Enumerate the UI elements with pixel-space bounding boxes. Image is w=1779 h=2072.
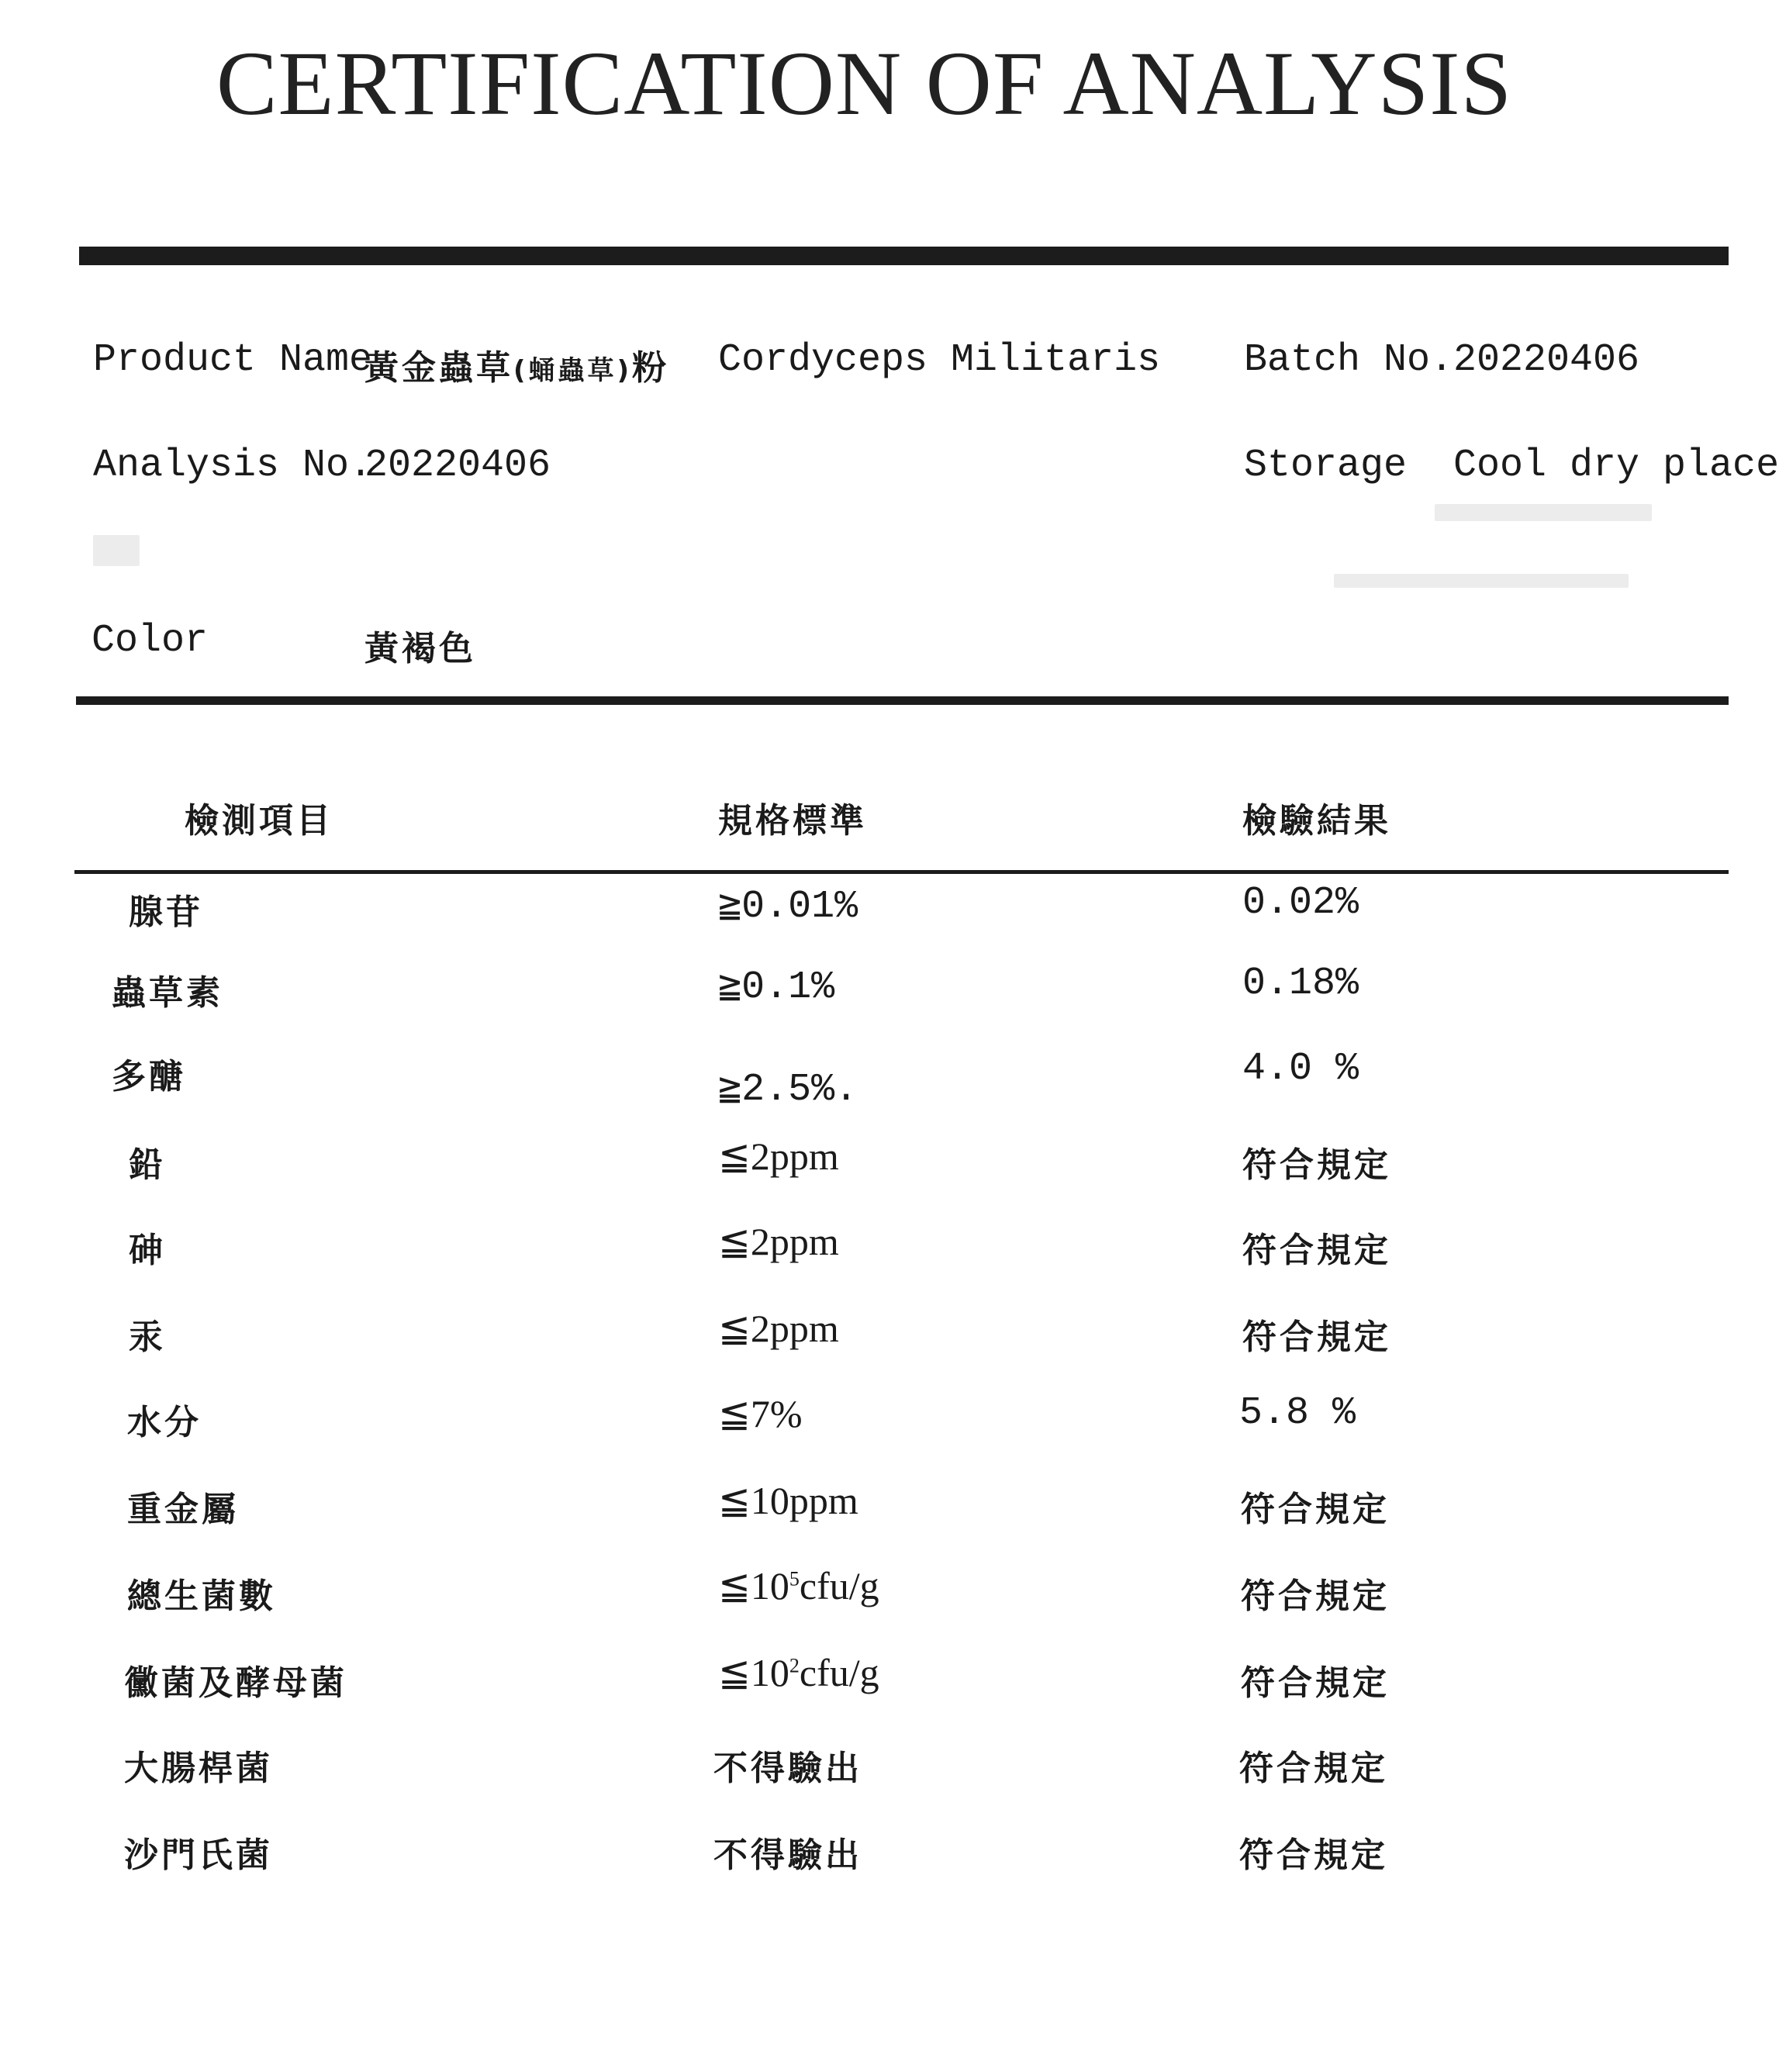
scan-residue <box>93 535 140 566</box>
row-item: 汞 <box>129 1317 166 1357</box>
analysis-label: Analysis No. <box>93 444 373 488</box>
row-spec: ≦7% <box>718 1392 803 1435</box>
row-result: 4.0 % <box>1242 1047 1359 1091</box>
row-spec: ≧0.1% <box>718 965 835 1010</box>
row-result: 符合規定 <box>1241 1490 1390 1529</box>
row-item: 沙門氏菌 <box>124 1835 273 1875</box>
row-spec: 不得驗出 <box>713 1749 862 1788</box>
scan-residue <box>1334 574 1629 588</box>
product-name-label: Product Name <box>93 338 373 382</box>
header-item: 檢測項目 <box>185 801 333 841</box>
table-header-divider <box>74 870 1729 874</box>
header-result: 檢驗結果 <box>1242 801 1391 841</box>
row-item: 砷 <box>129 1231 166 1270</box>
row-spec-base: ≦10 <box>718 1564 789 1608</box>
analysis-value: 20220406 <box>364 444 551 488</box>
info-divider <box>76 696 1729 705</box>
product-name-cn-paren: (蛹蟲草) <box>513 355 633 386</box>
row-result: 符合規定 <box>1241 1663 1390 1703</box>
row-result: 符合規定 <box>1239 1835 1388 1875</box>
batch-label: Batch No. <box>1244 338 1454 382</box>
top-divider <box>79 247 1729 265</box>
row-spec <box>718 1650 879 1695</box>
product-name-cn <box>364 340 669 389</box>
row-item: 黴菌及酵母菌 <box>124 1663 347 1703</box>
row-spec: ≦2ppm <box>718 1307 839 1350</box>
row-spec: ≧2.5%. <box>718 1068 858 1112</box>
row-item: 重金屬 <box>127 1490 239 1529</box>
row-result: 5.8 % <box>1239 1391 1356 1435</box>
row-spec: ≦2ppm <box>718 1134 839 1178</box>
row-spec: ≧0.01% <box>718 885 858 929</box>
row-item: 腺苷 <box>129 893 203 932</box>
row-item: 鉛 <box>129 1145 166 1185</box>
row-spec: ≦2ppm <box>718 1220 839 1263</box>
row-result: 符合規定 <box>1241 1576 1390 1616</box>
row-spec <box>718 1563 879 1608</box>
batch-value: 20220406 <box>1453 338 1640 382</box>
row-spec-unit: cfu/g <box>799 1564 879 1608</box>
document-title: CERTIFICATION OF ANALYSIS <box>216 33 1513 134</box>
row-spec-exponent: 2 <box>789 1654 800 1677</box>
row-item: 多醣 <box>112 1057 186 1096</box>
product-name-cn-main: 黃金蟲草 <box>364 348 513 388</box>
row-spec: ≦10ppm <box>718 1479 858 1522</box>
row-item: 蟲草素 <box>112 973 223 1013</box>
row-spec: 不得驗出 <box>713 1835 862 1875</box>
row-result: 符合規定 <box>1239 1749 1388 1788</box>
row-result: 符合規定 <box>1242 1145 1391 1185</box>
storage-value: Cool dry place <box>1453 444 1779 488</box>
row-spec-base: ≦10 <box>718 1651 789 1694</box>
row-result: 0.18% <box>1242 962 1359 1006</box>
row-item: 總生菌數 <box>127 1576 276 1616</box>
row-result: 0.02% <box>1242 881 1359 925</box>
color-label: Color <box>92 619 209 663</box>
row-result: 符合規定 <box>1242 1317 1391 1357</box>
header-spec: 規格標準 <box>718 801 867 841</box>
storage-label: Storage <box>1244 444 1408 488</box>
product-name-cn-suffix: 粉 <box>632 348 670 388</box>
scan-residue <box>1435 504 1652 521</box>
row-item: 水分 <box>127 1403 202 1442</box>
row-item: 大腸桿菌 <box>124 1749 273 1788</box>
color-value: 黃褐色 <box>364 629 476 668</box>
row-result: 符合規定 <box>1242 1231 1391 1270</box>
row-spec-unit: cfu/g <box>799 1651 879 1694</box>
row-spec-exponent: 5 <box>789 1567 800 1590</box>
product-name-en: Cordyceps Militaris <box>718 338 1161 382</box>
